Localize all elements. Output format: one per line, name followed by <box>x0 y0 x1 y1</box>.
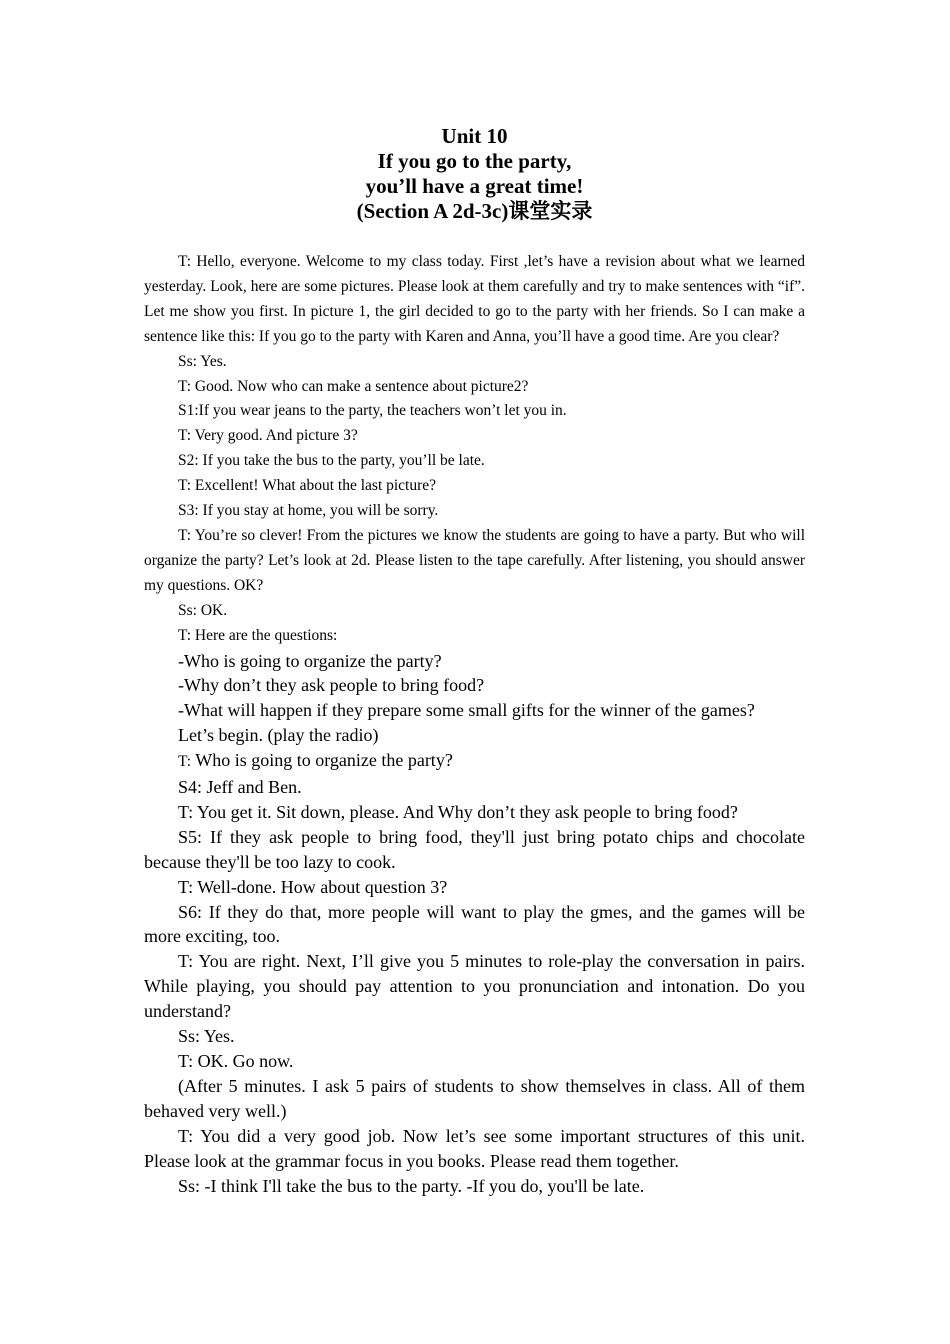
paragraph: (After 5 minutes. I ask 5 pairs of students to show themselves in class. All of them behaved very well.) <box>144 1075 805 1121</box>
paragraph: T: You get it. Sit down, please. And Why don’t they ask people to bring food? <box>178 801 738 822</box>
question: -What will happen if they prepare some small gifts for the winner of the games? <box>178 700 755 721</box>
paragraph: T: You are right. Next, I’ll give you 5 minutes to role-play the conversation in pairs. While playing, you should pay attention to you pronunciation and intonation. Do you understand? <box>144 951 805 1022</box>
paragraph: Ss: Yes. <box>178 1026 235 1047</box>
paragraph: Ss: -I think I'll take the bus to the party. -If you do, you'll be late. <box>178 1175 645 1196</box>
transcript-body <box>144 250 805 1198</box>
title-line-2: If you go to the party, <box>377 149 572 173</box>
title-section: (Section A 2d-3c)课堂实录 <box>356 199 593 223</box>
paragraph <box>144 748 805 775</box>
title-line-3: you’ll have a great time! <box>365 174 584 198</box>
paragraph: S3: If you stay at home, you will be sorry. <box>178 502 439 520</box>
paragraph: S2: If you take the bus to the party, you’ll be late. <box>178 452 485 470</box>
paragraph: S1:If you wear jeans to the party, the teachers won’t let you in. <box>178 402 567 420</box>
paragraph: T: Hello, everyone. Welcome to my class today. First ,let’s have a revision about what we learned yesterday. Look, here are some pictures. Please look at them carefully and try to make sentences with “if”. Let me show you first. In picture 1, the girl decided to go to the party with her friends. So I can make a sentence like this: If you go to the party with Karen and Anna, you’ll have a good time. Are you clear? <box>144 253 805 345</box>
title-unit: Unit 10 <box>441 124 508 148</box>
question: -Why don’t they ask people to bring food? <box>178 675 485 696</box>
paragraph-text: Who is going to organize the party? <box>195 750 453 771</box>
paragraph: Ss: Yes. <box>178 352 227 370</box>
paragraph: T: Very good. And picture 3? <box>178 427 358 445</box>
paragraph: S6: If they do that, more people will want to play the gmes, and the games will be more exciting, too. <box>144 901 805 947</box>
paragraph: Let’s begin. (play the radio) <box>178 725 379 746</box>
paragraph: S5: If they ask people to bring food, they'll just bring potato chips and chocolate because they'll be too lazy to cook. <box>144 826 805 872</box>
paragraph: T: Well-done. How about question 3? <box>178 876 448 897</box>
paragraph: T: Good. Now who can make a sentence about picture2? <box>178 377 529 395</box>
speaker-prefix: T: <box>178 753 192 771</box>
paragraph: T: Here are the questions: <box>178 626 338 644</box>
paragraph: Ss: OK. <box>178 601 228 619</box>
paragraph: T: Excellent! What about the last picture? <box>178 477 437 495</box>
question: -Who is going to organize the party? <box>178 650 442 671</box>
paragraph: T: OK. Go now. <box>178 1051 294 1071</box>
document-page <box>144 124 805 1198</box>
paragraph: S4: Jeff and Ben. <box>178 777 302 798</box>
paragraph: T: You did a very good job. Now let’s see some important structures of this unit. Please look at the grammar focus in you books. Please read them together. <box>144 1125 805 1171</box>
paragraph: T: You’re so clever! From the pictures we know the students are going to have a party. But who will organize the party? Let’s look at 2d. Please listen to the tape carefully. After listening, you should answer my questions. OK? <box>144 526 805 594</box>
document-title <box>144 124 805 224</box>
